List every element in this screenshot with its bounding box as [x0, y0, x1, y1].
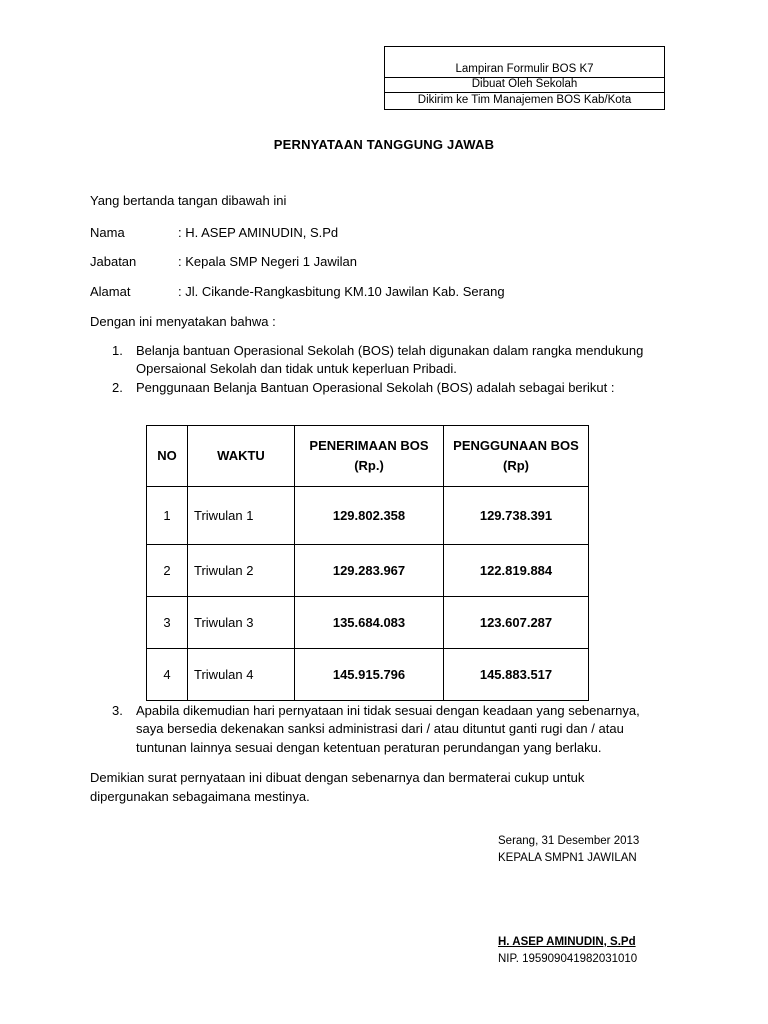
cell-no: 2 [147, 545, 188, 597]
cell-no: 3 [147, 597, 188, 649]
alamat-label: Alamat [90, 284, 131, 299]
jabatan-label: Jabatan [90, 254, 137, 269]
closing-line-2: dipergunakan sebagaimana mestinya. [90, 789, 310, 804]
point-1-line-1: Belanja bantuan Operasional Sekolah (BOS) telah digunakan dalam rangka mendukung [136, 343, 644, 358]
signature-place-date: Serang, 31 Desember 2013 [498, 835, 640, 847]
header-penerimaan-line-1: PENERIMAAN BOS [309, 438, 429, 453]
cell-penerimaan: 135.684.083 [295, 597, 444, 649]
header-penggunaan-line-2: (Rp) [503, 458, 529, 473]
header-waktu: WAKTU [188, 426, 295, 487]
form-label-line-3: Dikirim ke Tim Manajemen BOS Kab/Kota [417, 94, 632, 106]
cell-penerimaan: 145.915.796 [295, 649, 444, 701]
point-2-line-1: Penggunaan Belanja Bantuan Operasional Sekolah (BOS) adalah sebagai berikut : [136, 380, 615, 395]
point-3-line-3: tuntunan lainnya sesuai dengan ketentuan peraturan perundangan yang berlaku. [136, 740, 602, 755]
table-row [147, 487, 589, 545]
signature-position: KEPALA SMPN1 JAWILAN [498, 852, 637, 864]
cell-penggunaan: 122.819.884 [444, 545, 589, 597]
point-1-line-2: Opersaional Sekolah dan tidak untuk keperluan Pribadi. [136, 361, 457, 376]
cell-penerimaan: 129.802.358 [295, 487, 444, 545]
form-label-line-1: Lampiran Formulir BOS K7 [455, 63, 594, 75]
alamat-value: : Jl. Cikande-Rangkasbitung KM.10 Jawilan Kab. Serang [178, 284, 505, 299]
table-header-row [147, 426, 589, 487]
header-penggunaan [444, 426, 589, 487]
closing-line-1: Demikian surat pernyataan ini dibuat dengan sebenarnya dan bermaterai cukup untuk [90, 770, 585, 785]
nama-value: : H. ASEP AMINUDIN, S.Pd [178, 225, 339, 240]
point-3-line-2: saya bersedia dekenakan sanksi administrasi dari / atau dituntut ganti rugi dan / atau [136, 721, 624, 736]
cell-penerimaan: 129.283.967 [295, 545, 444, 597]
form-label-box [384, 46, 665, 110]
header-no: NO [147, 426, 188, 487]
point-2-number: 2. [112, 380, 123, 395]
bos-usage-table [146, 425, 589, 701]
table-row [147, 649, 589, 701]
cell-waktu: Triwulan 1 [188, 487, 295, 545]
cell-penggunaan: 145.883.517 [444, 649, 589, 701]
header-penggunaan-line-1: PENGGUNAAN BOS [453, 438, 579, 453]
document-title: PERNYATAAN TANGGUNG JAWAB [273, 137, 495, 152]
point-3-number: 3. [112, 703, 123, 718]
signature-nip: NIP. 195909041982031010 [498, 953, 638, 965]
table-row [147, 597, 589, 649]
cell-penggunaan: 129.738.391 [444, 487, 589, 545]
statement-intro: Dengan ini menyatakan bahwa : [90, 314, 276, 329]
cell-waktu: Triwulan 4 [188, 649, 295, 701]
signature-name: H. ASEP AMINUDIN, S.Pd [498, 936, 636, 948]
point-1-number: 1. [112, 343, 123, 358]
point-3-line-1: Apabila dikemudian hari pernyataan ini tidak sesuai dengan keadaan yang sebenarnya, [136, 703, 640, 718]
header-penerimaan [295, 426, 444, 487]
form-label-line-2: Dibuat Oleh Sekolah [471, 78, 578, 90]
table-row [147, 545, 589, 597]
cell-waktu: Triwulan 2 [188, 545, 295, 597]
cell-penggunaan: 123.607.287 [444, 597, 589, 649]
jabatan-value: : Kepala SMP Negeri 1 Jawilan [178, 254, 357, 269]
nama-label: Nama [90, 225, 125, 240]
header-penerimaan-line-2: (Rp.) [354, 458, 384, 473]
cell-waktu: Triwulan 3 [188, 597, 295, 649]
cell-no: 4 [147, 649, 188, 701]
cell-no: 1 [147, 487, 188, 545]
intro-text: Yang bertanda tangan dibawah ini [90, 193, 287, 208]
